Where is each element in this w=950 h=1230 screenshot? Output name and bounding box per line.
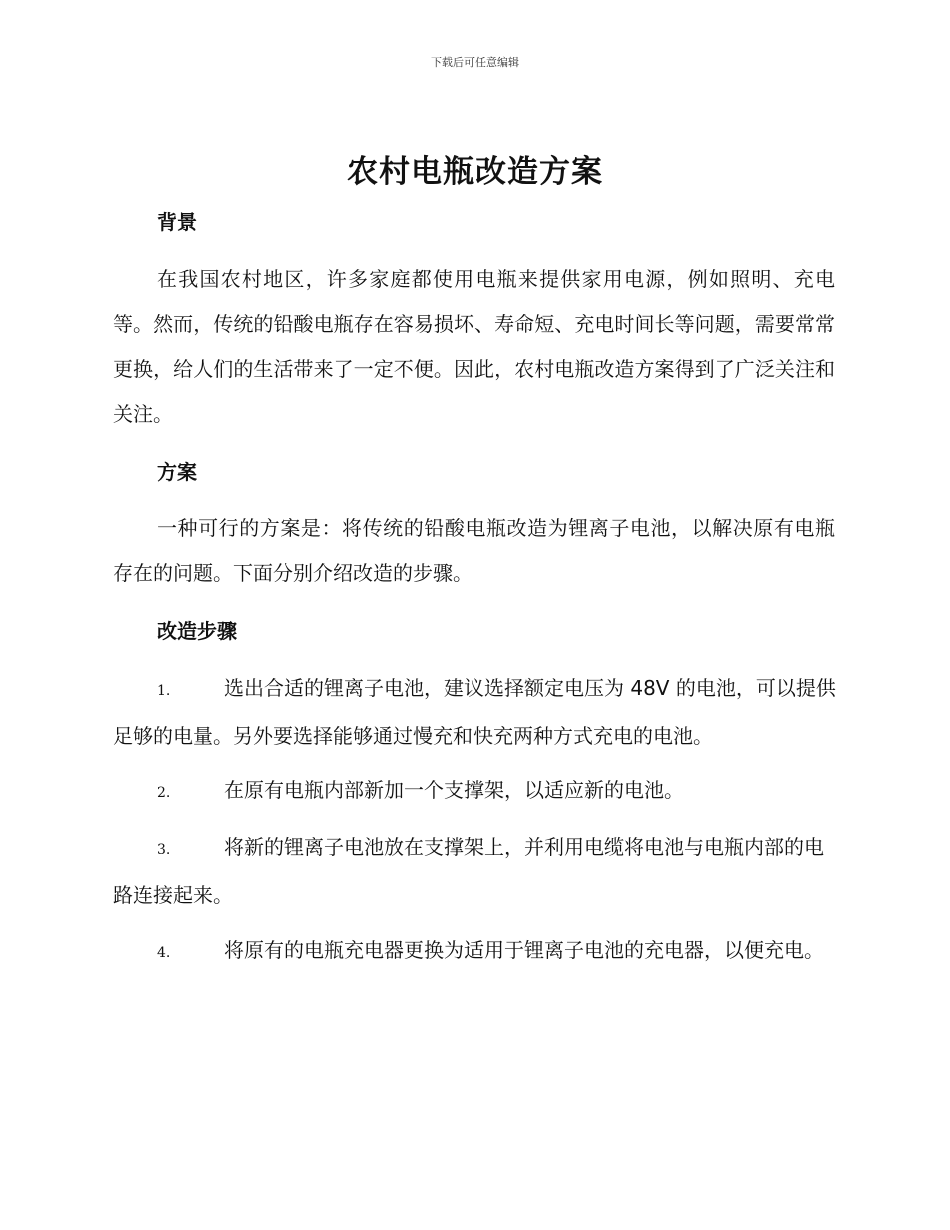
header-note: 下载后可任意编辑 — [431, 56, 519, 69]
step-number: 3. — [157, 842, 171, 858]
step-number: 4. — [157, 945, 171, 961]
section-heading-background: 背景 — [157, 210, 197, 234]
list-item — [113, 666, 837, 759]
list-item — [113, 928, 837, 976]
document-title: 农村电瓶改造方案 — [347, 154, 603, 190]
section-heading-steps: 改造步骤 — [157, 619, 237, 643]
step-text: 将新的锂离子电池放在支撑架上，并利用电缆将电池与电瓶内部的电路连接起来。 — [113, 835, 824, 907]
list-item — [113, 825, 837, 918]
step-number: 2. — [157, 785, 171, 801]
step-number: 1. — [157, 683, 171, 699]
step-text: 在原有电瓶内部新加一个支撑架，以适应新的电池。 — [224, 778, 684, 802]
step-text: 将原有的电瓶充电器更换为适用于锂离子电池的充电器，以便充电。 — [224, 938, 824, 962]
list-item — [113, 768, 837, 816]
paragraph-plan: 一种可行的方案是：将传统的铅酸电瓶改造为锂离子电池，以解决原有电瓶存在的问题。下面分别介绍改造的步骤。 — [113, 516, 835, 585]
section-heading-plan: 方案 — [157, 460, 197, 484]
paragraph-background: 在我国农村地区，许多家庭都使用电瓶来提供家用电源，例如照明、充电等。然而，传统的铅酸电瓶存在容易损坏、寿命短、充电时间长等问题，需要常常更换，给人们的生活带来了一定不便。因此，农村电瓶改造方案得到了广泛关注和关注。 — [113, 267, 835, 426]
step-text: 选出合适的锂离子电池，建议选择额定电压为 48V 的电池，可以提供足够的电量。另外要选择能够通过慢充和快充两种方式充电的电池。 — [113, 676, 836, 748]
